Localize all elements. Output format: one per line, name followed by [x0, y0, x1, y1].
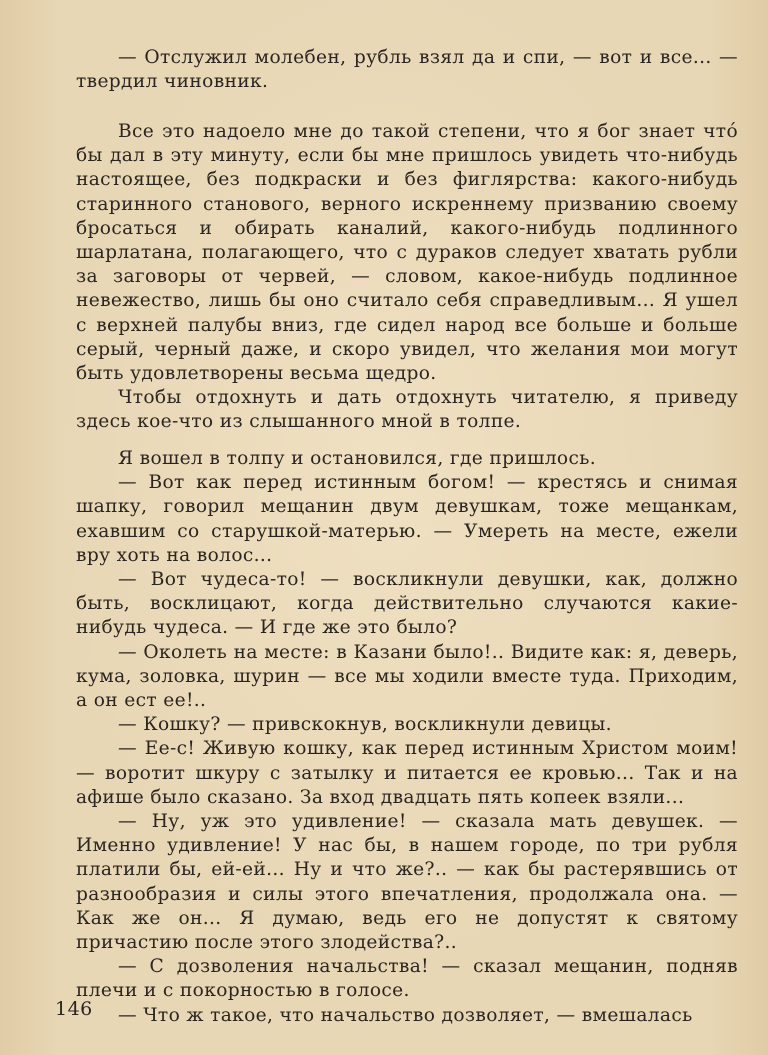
paragraph-12: — Что ж такое, что начальство дозволяет, — вмешалась [118, 1004, 693, 1026]
text-block-bottom [76, 447, 738, 1028]
paragraph-9: — Ее-с! Живую кошку, как перед истинным Христом моим! — воротит шкуру с затылку и питается ее кровью... Так и на афише было сказано. За вход двадцать пять копеек взяли... [76, 738, 738, 808]
paragraph-1: — Отслужил молебен, рубль взял да и спи, — вот и все... — твердил чиновник. [76, 47, 738, 93]
page-number: 146 [55, 998, 93, 1020]
text-block-middle [76, 120, 738, 435]
paragraph-11: — С дозволения начальства! — сказал мещанин, подняв плечи и с покорностью в голосе. [76, 956, 738, 1002]
paragraph-7: — Околеть на месте: в Казани было!.. Видите как: я, деверь, кума, золовка, шурин — все мы ходили вместе туда. Приходим, а он ест ее!.. [76, 641, 738, 712]
text-block-top [76, 46, 738, 94]
paragraph-3: Чтобы отдохнуть и дать отдохнуть читателю, я приведу здесь кое-что из слышанного мной в толпе. [76, 387, 738, 433]
paragraph-5: — Вот как перед истинным богом! — крестясь и снимая шапку, говорил мещанин двум девушкам, тоже мещанкам, ехавшим со старушкой-матерью. — Умереть на месте, ежели вру хоть на волос... [76, 472, 738, 566]
paragraph-10: — Ну, уж это удивление! — сказала мать девушек. — Именно удивление! У нас бы, в нашем городе, по три рубля платили бы, ей-ей... Ну и что же?.. — как бы растерявшись от разнообразия и силы этого впечатления, продолжала она. — Как же он... Я думаю, ведь его не допустят к святому причастию после этого злодейства?.. [76, 811, 738, 954]
paragraph-2: Все это надоело мне до такой степени, что я бог знает что́ бы дал в эту минуту, если бы мне пришлось увидеть что-нибудь настоящее, без подкраски и без фиглярства: какого-нибудь старинного станового, верного искреннему призванию своему бросаться и обирать каналий, какого-нибудь подлинного шарлатана, полагающего, что с дураков следует хватать рубли за заговоры от червей, — словом, какое-нибудь подлинное невежество, лишь бы оно считало себя справедливым... Я ушел с верхней палубы вниз, где сидел народ все больше и больше серый, черный даже, и скоро увидел, что желания мои могут быть удовлетворены весьма щедро. [76, 121, 738, 385]
paragraph-8: — Кошку? — привскокнув, воскликнули девицы. [118, 714, 612, 736]
paragraph-6: — Вот чудеса-то! — воскликнули девушки, как, должно быть, восклицают, когда действительно случаются какие-нибудь чудеса. — И где же это было? [76, 569, 738, 639]
paragraph-4: Я вошел в толпу и остановился, где пришлось. [118, 448, 596, 469]
